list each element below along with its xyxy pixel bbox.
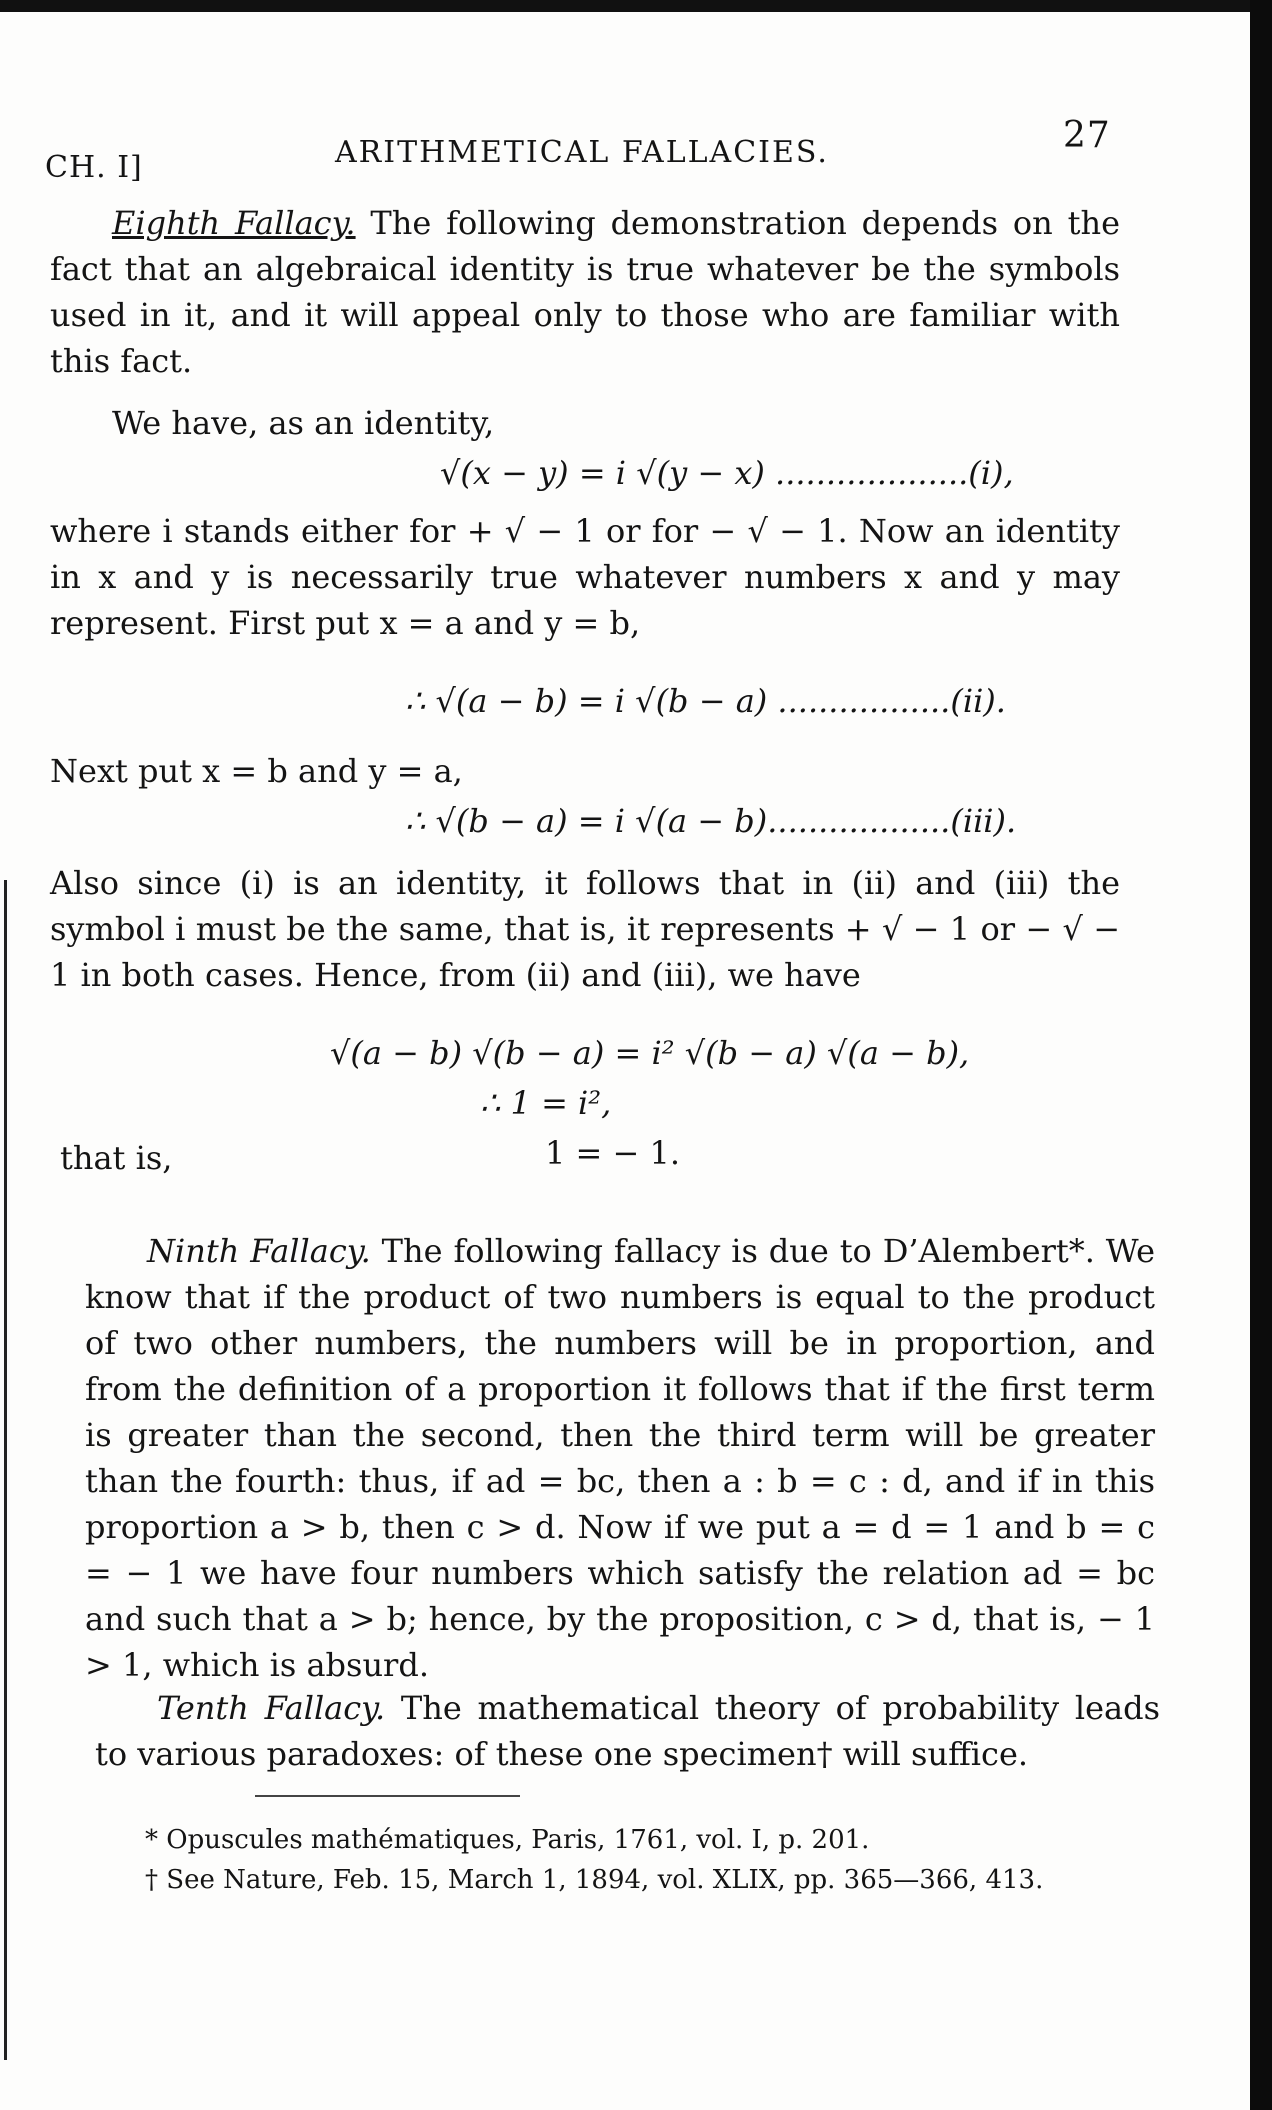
identity-line: We have, as an identity, <box>112 404 495 442</box>
tenth-fallacy-heading: Tenth Fallacy. <box>157 1689 386 1727</box>
scan-top-edge <box>0 0 1272 12</box>
page-number: 27 <box>1063 115 1111 156</box>
equation-product: √(a − b) √(b − a) = i² √(b − a) √(a − b), <box>330 1034 970 1072</box>
equation-iii: ∴ √(b − a) = i √(a − b)..................(iii). <box>405 802 1017 840</box>
eighth-fallacy-intro-text: The following demonstration depends on the fact that an algebraical identity is true whatever be the symbols used in it, and it will appeal only to those who are familiar with this fact. <box>50 204 1120 380</box>
ninth-fallacy-heading: Ninth Fallacy. <box>147 1232 371 1270</box>
equation-final: 1 = − 1. <box>545 1134 681 1172</box>
chapter-label: CH. I] <box>45 150 143 185</box>
footnote-1: * Opuscules mathématiques, Paris, 1761, vol. I, p. 201. <box>145 1825 870 1855</box>
equation-ii: ∴ √(a − b) = i √(b − a) .................(ii). <box>405 682 1006 720</box>
running-header <box>45 115 1145 185</box>
where-paragraph: where i stands either for + √ − 1 or for − √ − 1. Now an identity in x and y is necessarily true whatever numbers x and y may represent. First put x = a and y = b, <box>50 512 1120 642</box>
scan-left-edge <box>4 880 7 2060</box>
equation-one-equals-i-squared: ∴ 1 = i², <box>480 1084 612 1122</box>
tenth-fallacy-text: The mathematical theory of probability leads to various paradoxes: of these one specimen† will suffice. <box>95 1689 1160 1773</box>
ninth-fallacy-paragraph <box>85 1228 1155 1688</box>
tenth-fallacy-paragraph <box>95 1685 1160 1777</box>
eighth-fallacy-intro <box>50 200 1120 384</box>
ninth-fallacy-section <box>85 1228 1155 1688</box>
tenth-fallacy-section <box>95 1685 1160 1777</box>
that-is-label: that is, <box>60 1139 173 1177</box>
also-paragraph: Also since (i) is an identity, it follows that in (ii) and (iii) the symbol i must be the same, that is, it represents + √ − 1 or − √ − 1 in both cases. Hence, from (ii) and (iii), we have <box>50 864 1120 994</box>
eighth-fallacy-heading: Eighth Fallacy. <box>112 204 356 242</box>
scan-right-edge <box>1250 0 1272 2110</box>
equation-i: √(x − y) = i √(y − x) ...................(i), <box>440 454 1014 492</box>
footnote-rule <box>255 1795 520 1797</box>
next-put-line: Next put x = b and y = a, <box>50 752 463 790</box>
ninth-fallacy-text: The following fallacy is due to D’Alembert*. We know that if the product of two numbers is equal to the product of two other numbers, the numbers will be in proportion, and from the definition of a proportion it follows that if the first term is greater than the second, then the third term will be greater than the fourth: thus, if ad = bc, then a : b = c : d, and if in this proportion a > b, then c > d. Now if we put a = d = 1 and b = c = − 1 we have four numbers which satisfy the relation ad = bc and such that a > b; hence, by the proposition, c > d, that is, − 1 > 1, which is absurd. <box>85 1232 1156 1684</box>
running-title: ARITHMETICAL FALLACIES. <box>335 135 829 170</box>
footnote-2: † See Nature, Feb. 15, March 1, 1894, vol. XLIX, pp. 365—366, 413. <box>145 1865 1044 1895</box>
